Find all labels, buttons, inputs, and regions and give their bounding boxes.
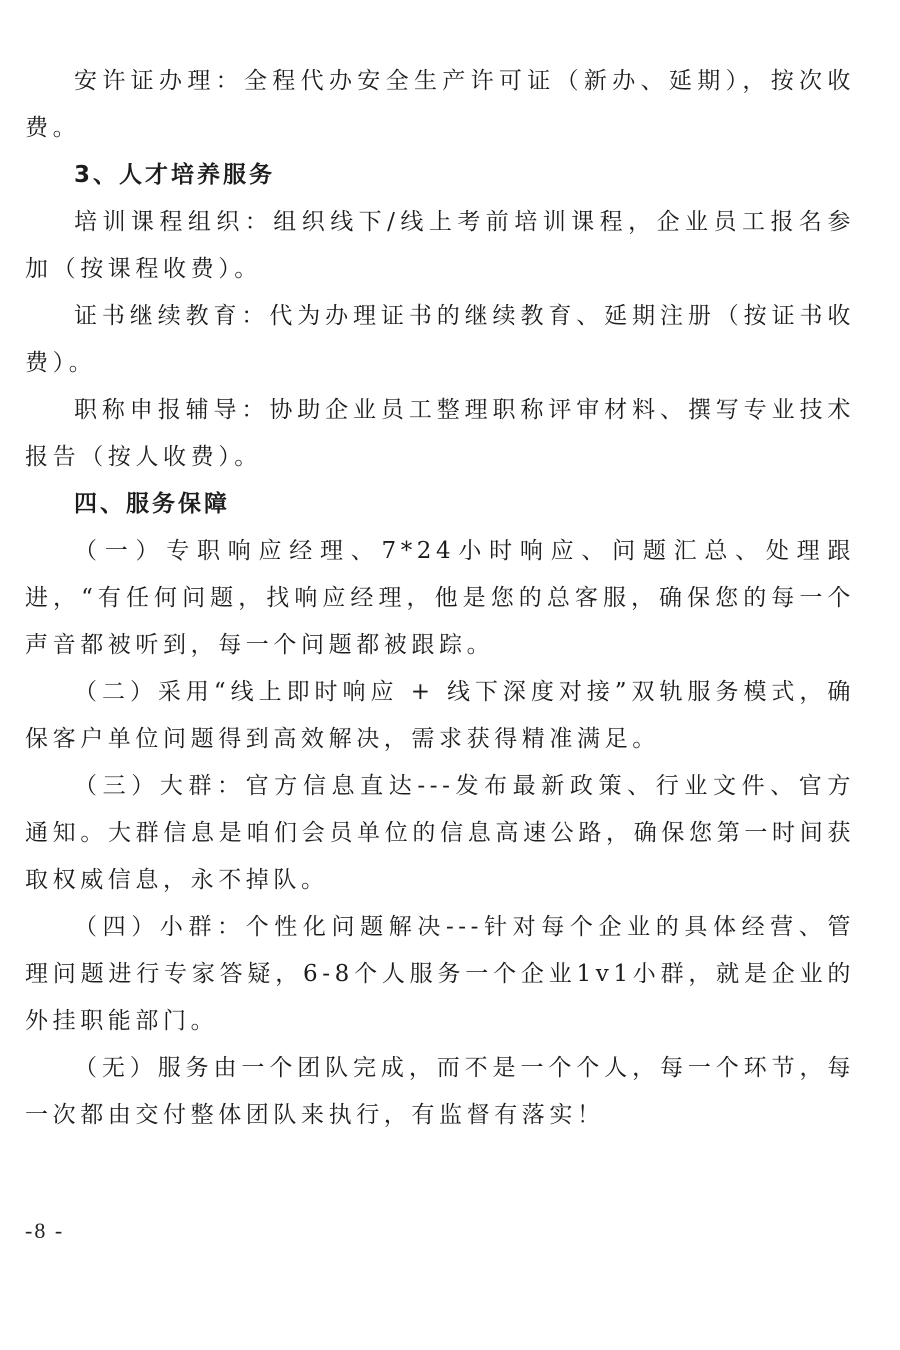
page-number: -8 - [25, 1218, 65, 1243]
paragraph-safety-license: 安许证办理：全程代办安全生产许可证（新办、延期），按次收费。 [25, 68, 855, 141]
paragraph-guarantee-5: （无）服务由一个团队完成，而不是一个个人，每一个环节，每一次都由交付整体团队来执行，有监督有落实！ [25, 1055, 855, 1128]
paragraph-guarantee-4: （四）小群：个性化问题解决---针对每个企业的具体经营、管理问题进行专家答疑，6-8个人服务一个企业1v1小群，就是企业的外挂职能部门。 [25, 914, 855, 1034]
paragraph-training-courses: 培训课程组织：组织线下/线上考前培训课程，企业员工报名参加（按课程收费）。 [25, 209, 855, 282]
paragraph-guarantee-3: （三）大群：官方信息直达---发布最新政策、行业文件、官方通知。大群信息是咱们会员单位的信息高速公路，确保您第一时间获取权威信息，永不掉队。 [25, 773, 855, 893]
section-heading-service-guarantee: 四、服务保障 [74, 491, 230, 517]
paragraph-guarantee-2: （二）采用“线上即时响应 + 线下深度对接”双轨服务模式，确保客户单位问题得到高效解决，需求获得精准满足。 [25, 679, 855, 752]
paragraph-certificate-education: 证书继续教育：代为办理证书的继续教育、延期注册（按证书收费）。 [25, 303, 855, 376]
paragraph-guarantee-1: （一）专职响应经理、7*24小时响应、问题汇总、处理跟进，“有任何问题，找响应经理，他是您的总客服，确保您的每一个声音都被听到，每一个问题都被跟踪。 [25, 538, 855, 658]
paragraph-title-application: 职称申报辅导：协助企业员工整理职称评审材料、撰写专业技术报告（按人收费）。 [25, 397, 855, 470]
document-body [25, 58, 855, 1139]
section-heading-talent-training: 3、人才培养服务 [74, 162, 276, 188]
